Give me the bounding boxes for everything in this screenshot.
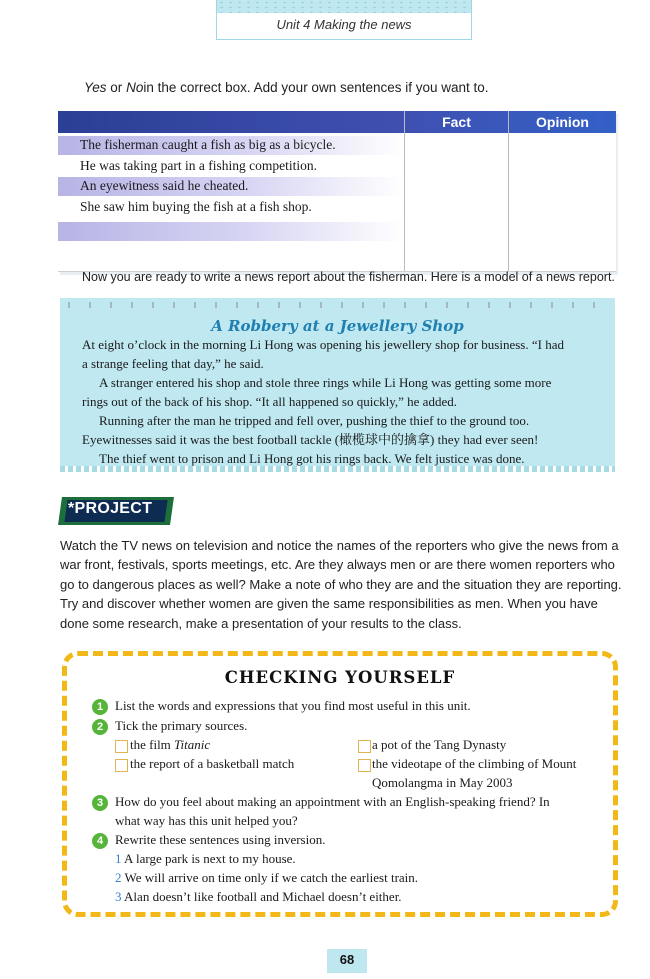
checking-yourself-box (62, 651, 618, 917)
news-line: rings out of the back of his shop. “It all happened so quickly,” he added. (82, 394, 457, 409)
check-item-2: Tick the primary sources. (115, 718, 248, 733)
table-row: She saw him buying the fish at a fish shop. (80, 199, 312, 214)
source-film (130, 737, 210, 753)
sentence-number: 3 (115, 889, 122, 904)
news-line: Eyewitnesses said it was the best football tackle (橄榄球中的擒拿) they had ever seen! (82, 432, 539, 447)
news-title: A Robbery at a Jewellery Shop (211, 317, 464, 335)
table-row: An eyewitness said he cheated. (80, 178, 249, 193)
checkbox-film[interactable] (115, 740, 128, 753)
project-badge (60, 497, 172, 525)
check-item-1: List the words and expressions that you find most useful in this unit. (115, 698, 471, 713)
sentence-text: A large park is next to my house. (124, 851, 296, 866)
sentence-number: 1 (115, 851, 122, 866)
news-line: a strange feeling that day,” he said. (82, 356, 264, 371)
page-number-tab (327, 949, 367, 973)
source-videotape-cont: Qomolangma in May 2003 (372, 775, 513, 790)
item-number-4: 4 (92, 833, 108, 849)
check-item-3-cont: what way has this unit helped you? (115, 813, 298, 828)
project-label: *PROJECT (68, 500, 153, 517)
instruction-rest: in the correct box. Add your own sentences if you want to. (143, 80, 489, 95)
ready-text: Now you are ready to write a news report about the fisherman. Here is a model of a news report. (82, 270, 615, 284)
unit-header-tab (216, 0, 472, 40)
item-number-1: 1 (92, 699, 108, 715)
inversion-sentence-3 (115, 889, 402, 905)
column-fact: Fact (442, 114, 471, 130)
source-film-title: Titanic (174, 737, 211, 752)
sentence-text: We will arrive on time only if we catch the earliest train. (124, 870, 419, 885)
instruction-or: or (110, 80, 123, 95)
source-basketball: the report of a basketball match (130, 756, 295, 771)
table-row: He was taking part in a fishing competition. (80, 158, 317, 173)
news-report-box (60, 298, 615, 472)
row-stripe (58, 222, 404, 241)
item-number-3: 3 (92, 795, 108, 811)
instruction-text (84, 80, 489, 95)
page-number: 68 (339, 952, 355, 967)
fact-opinion-table (58, 111, 616, 272)
news-torn-edge (60, 466, 615, 472)
item-number-2: 2 (92, 719, 108, 735)
checkbox-pot[interactable] (358, 740, 371, 753)
news-line: The thief went to prison and Li Hong got his rings back. We felt justice was done. (99, 451, 525, 466)
checkbox-basketball[interactable] (115, 759, 128, 772)
instruction-yes: Yes (84, 80, 107, 95)
project-text: Watch the TV news on television and notice the names of the reporters who give the news from a war front, festivals, sports meetings, etc. Are they always men or are there women reporters who go to dangerous places as well? Make a note of who they are and the situation they are reporting. Try and discover whether women are given the same responsibilities as men. When you have done some research, make a presentation of your results to the class. (60, 538, 622, 631)
check-item-3: How do you feel about making an appointment with an English-speaking friend? In (115, 794, 550, 809)
inversion-sentence-1 (115, 851, 296, 867)
news-line: At eight o’clock in the morning Li Hong was opening his jewellery shop for business. “I had (82, 337, 564, 352)
sentence-number: 2 (115, 870, 122, 885)
header-decoration (217, 0, 471, 13)
opinion-cell-divider (508, 111, 509, 271)
inversion-sentence-2 (115, 870, 418, 886)
check-item-4: Rewrite these sentences using inversion. (115, 832, 326, 847)
news-box-decoration (68, 302, 608, 308)
news-line: Running after the man he tripped and fell over, pushing the thief to the ground too. (99, 413, 530, 428)
instruction-no: No (126, 80, 144, 95)
source-film-prefix: the film (130, 737, 175, 752)
news-line: A stranger entered his shop and stole three rings while Li Hong was getting some more (99, 375, 552, 390)
sentence-text: Alan doesn’t like football and Michael doesn’t either. (124, 889, 402, 904)
column-opinion: Opinion (536, 114, 589, 130)
checking-title: CHECKING YOURSELF (224, 668, 456, 687)
source-videotape: the videotape of the climbing of Mount (372, 756, 577, 771)
unit-title: Unit 4 Making the news (276, 17, 412, 32)
checkbox-videotape[interactable] (358, 759, 371, 772)
table-row: The fisherman caught a fish as big as a bicycle. (80, 137, 336, 152)
source-pot: a pot of the Tang Dynasty (372, 737, 507, 752)
fact-cell-divider (404, 111, 405, 271)
